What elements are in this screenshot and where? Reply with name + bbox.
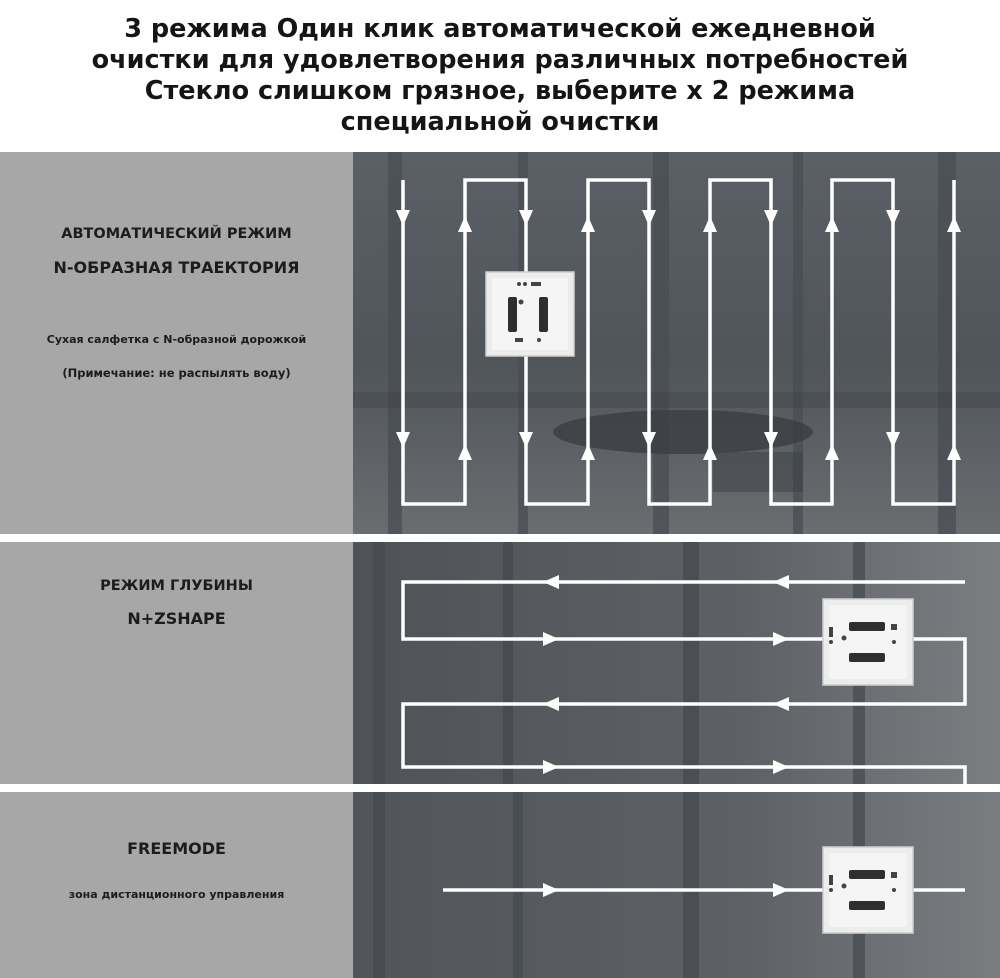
auto-mode-illustration: [353, 152, 1000, 534]
robot-icon: [823, 847, 913, 933]
auto-mode-info-panel: [0, 152, 353, 534]
auto-mode-subtitle: N-ОБРАЗНАЯ ТРАЕКТОРИЯ: [53, 258, 300, 277]
window-photo-background: [353, 152, 1000, 534]
free-mode-title: FREEMODE: [127, 839, 226, 858]
auto-mode-title: АВТОМАТИЧЕСКИЙ РЕЖИМ: [61, 226, 292, 242]
page-header: [0, 0, 1000, 152]
depth-mode-subtitle: N+ZSHAPE: [127, 609, 226, 628]
robot-icon: [486, 272, 574, 356]
depth-mode-section: [0, 542, 1000, 784]
page-title: 3 режима Один клик автоматической ежедневной очистки для удовлетворения различных потребностей Стекло слишком грязное, выберите x 2 режима специальной очистки: [91, 14, 909, 137]
free-mode-info-panel: [0, 792, 353, 978]
robot-icon: [823, 599, 913, 685]
auto-mode-section: [0, 152, 1000, 534]
free-mode-section: [0, 792, 1000, 978]
depth-mode-info-panel: [0, 542, 353, 784]
depth-mode-illustration: [353, 542, 1000, 784]
auto-mode-description: Сухая салфетка с N-образной дорожкой: [46, 333, 307, 346]
auto-mode-note: (Примечание: не распылять воду): [62, 366, 291, 380]
nz-trajectory-diagram: [353, 542, 1000, 784]
n-trajectory-diagram: [353, 152, 1000, 534]
free-trajectory-diagram: [353, 792, 1000, 978]
free-mode-description: зона дистанционного управления: [68, 888, 285, 901]
depth-mode-title: РЕЖИМ ГЛУБИНЫ: [100, 578, 253, 594]
free-mode-illustration: [353, 792, 1000, 978]
